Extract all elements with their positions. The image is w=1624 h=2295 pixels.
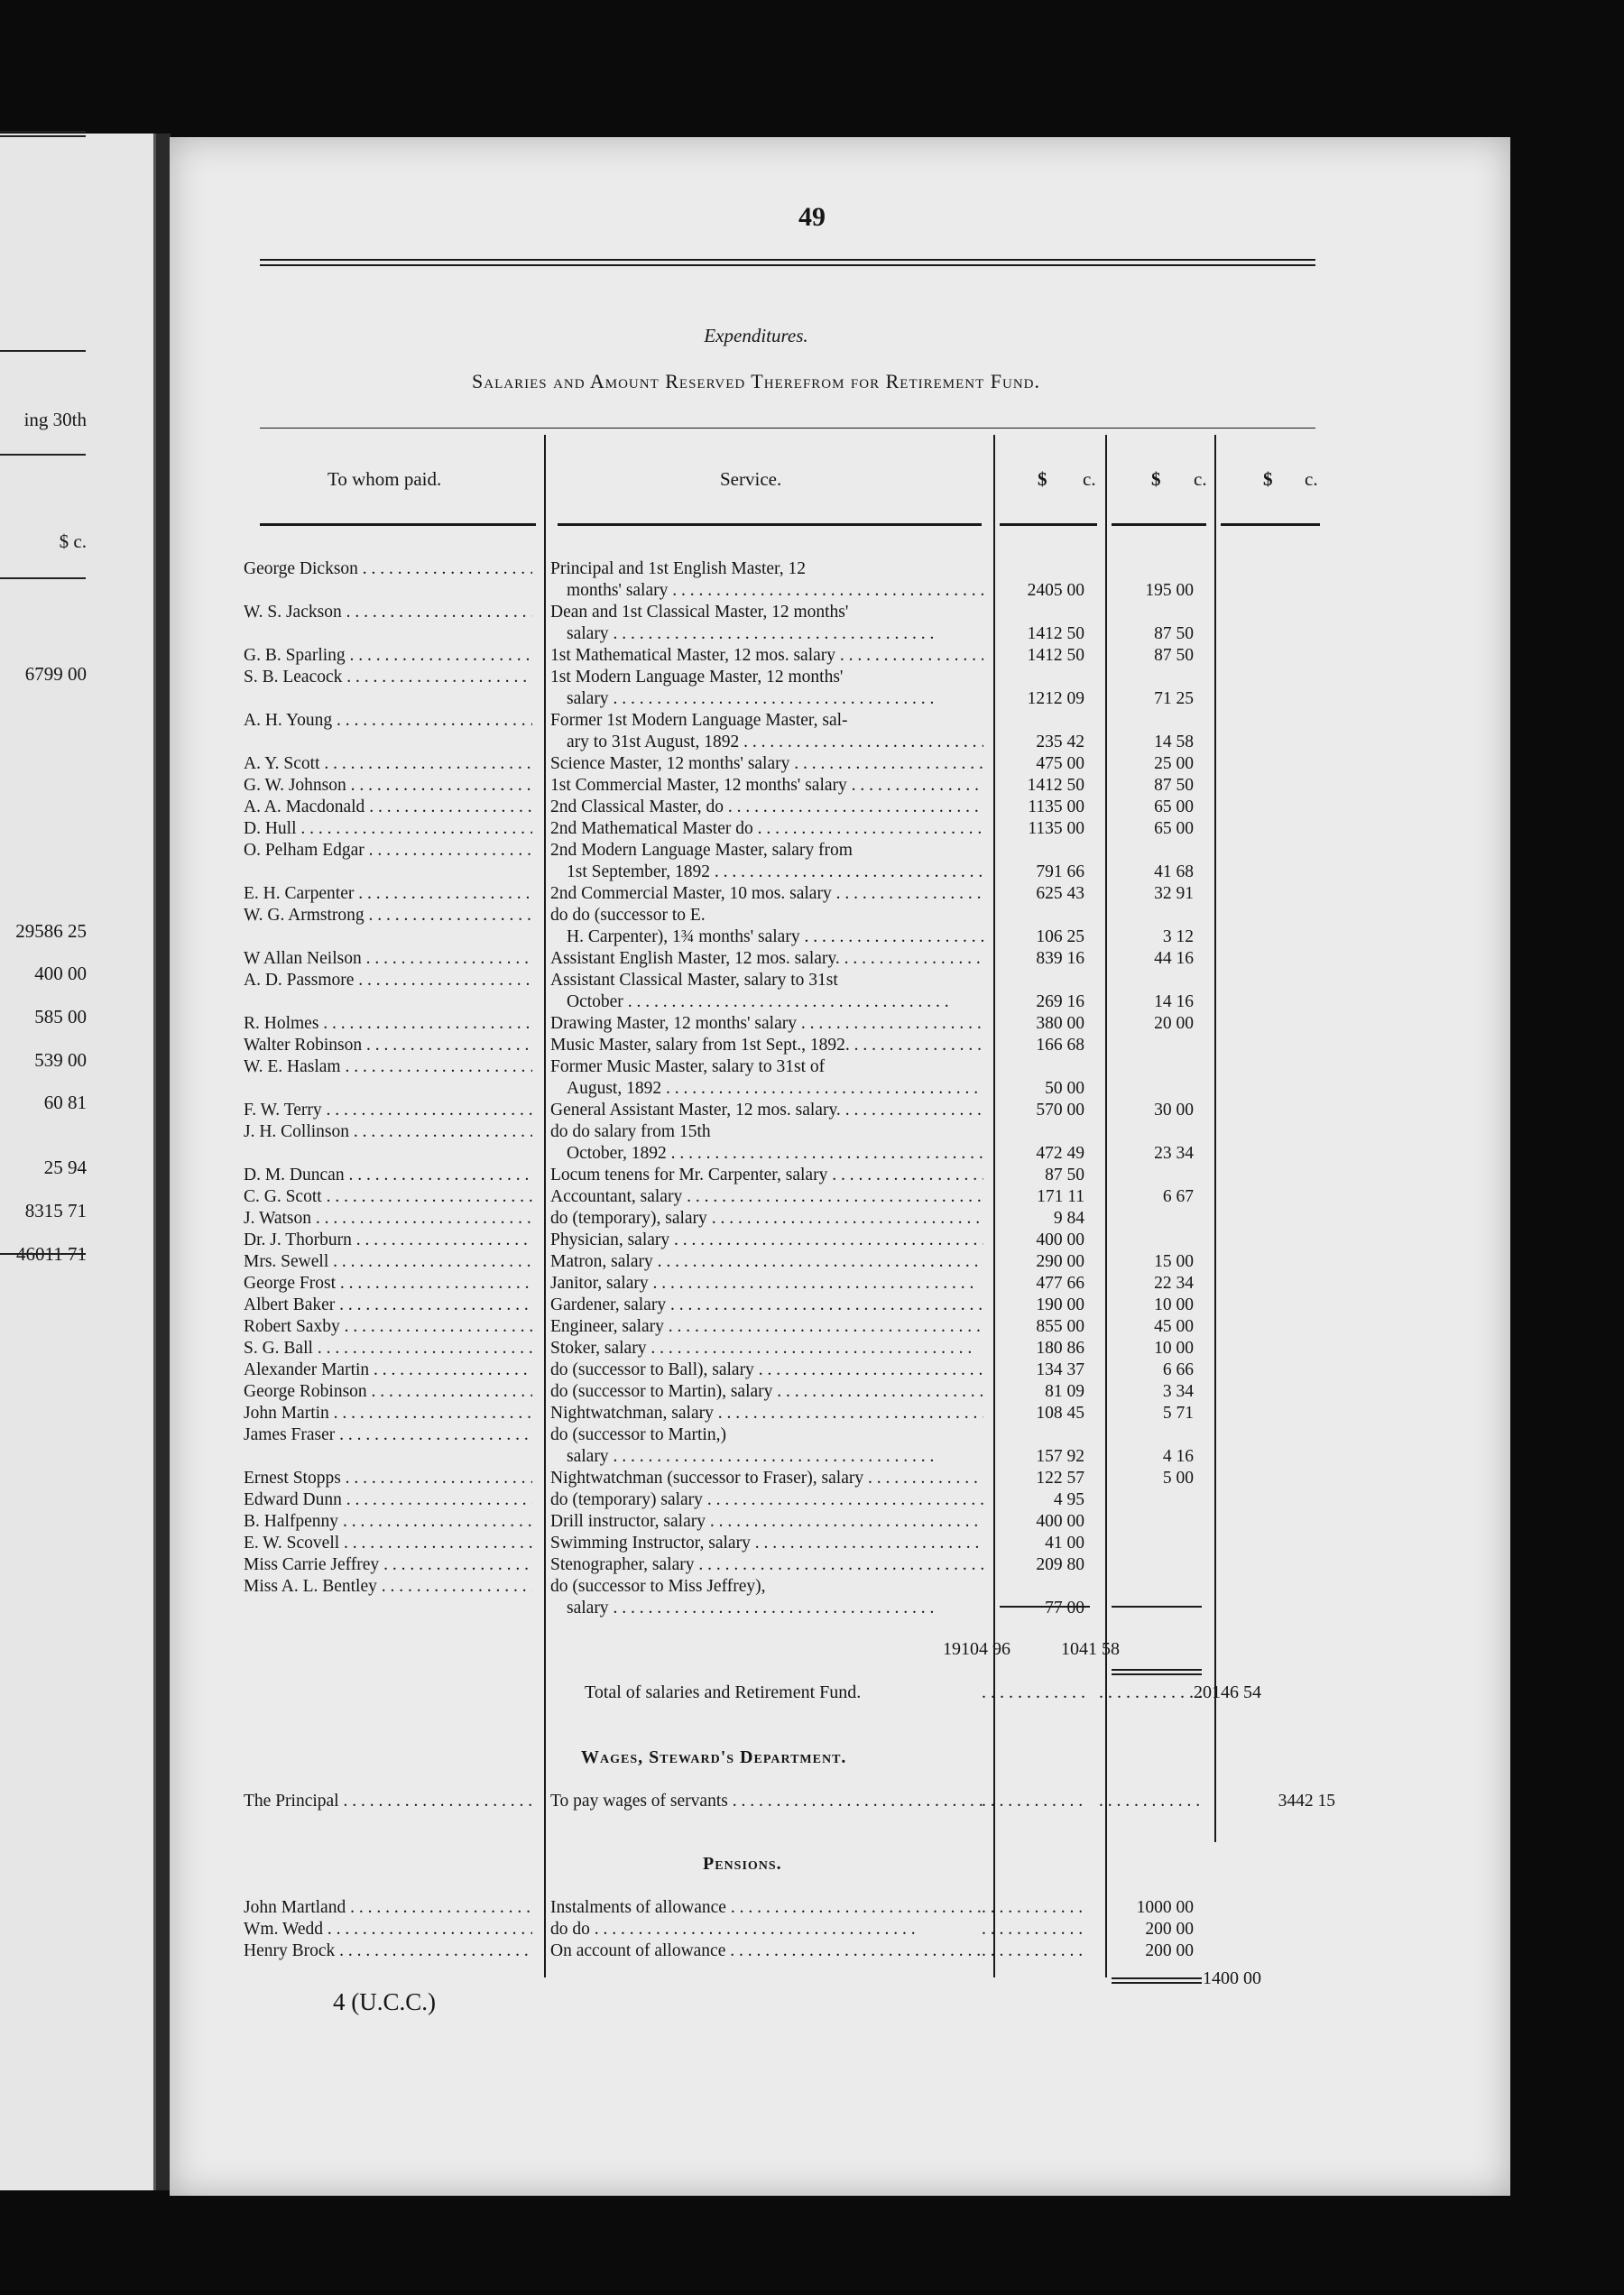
service-line: Physician, salary . . . [550, 1230, 983, 1251]
total-salaries-amount: 20146 54 [1194, 1682, 1261, 1702]
salary-amount: 839 16 [1036, 949, 1084, 968]
retirement-amount: 4 16 [1162, 1447, 1194, 1466]
salary-amount: 50 00 [1045, 1079, 1084, 1098]
salary-amount: 2405 00 [1027, 581, 1084, 600]
payee-name: S. B. Leacock . . . [244, 667, 532, 688]
left-page-fragment: 585 00 [34, 1006, 87, 1028]
service-description [550, 645, 983, 667]
salary-amount: 190 00 [1036, 1295, 1084, 1314]
service-line: Locum tenens for Mr. Carpenter, salary . . . [550, 1165, 983, 1186]
service-description [550, 818, 983, 840]
col-header-service: Service. [720, 468, 782, 490]
subtotal-double-rule [1112, 1669, 1202, 1675]
salary-amount: 209 80 [1036, 1555, 1084, 1574]
retirement-amount: 41 68 [1154, 862, 1194, 881]
service-description [550, 1100, 983, 1121]
payee-name: J. Watson . . . [244, 1208, 532, 1230]
payee-name: Robert Saxby . . . [244, 1316, 532, 1338]
header-underline-name [260, 523, 536, 526]
left-page-rule [0, 350, 86, 352]
retirement-amount: 3 12 [1162, 927, 1194, 946]
retirement-amount: 6 67 [1162, 1187, 1194, 1206]
salary-amount: 855 00 [1036, 1317, 1084, 1336]
pensioner-name: Wm. Wedd . . . [244, 1919, 532, 1940]
service-line: do do . . . [550, 1919, 983, 1940]
service-line: 1st Mathematical Master, 12 mos. salary . . . [550, 645, 983, 667]
service-description [550, 948, 983, 970]
payee-name: O. Pelham Edgar . . . [244, 840, 532, 862]
payee-name: S. G. Ball . . . [244, 1338, 532, 1359]
service-line: 2nd Modern Language Master, salary from [550, 841, 853, 860]
retirement-amount: 44 16 [1154, 949, 1194, 968]
service-line: salary . . . [550, 1446, 983, 1468]
service-description [550, 1791, 983, 1812]
divider-amount2-amount3 [1214, 435, 1216, 1842]
pension-amount: 200 00 [1145, 1941, 1194, 1960]
salary-amount: 1135 00 [1028, 797, 1084, 816]
salary-amount: 171 11 [1037, 1187, 1084, 1206]
retirement-amount: 20 00 [1154, 1014, 1194, 1033]
retirement-amount: 45 00 [1154, 1317, 1194, 1336]
salary-amount: 41 00 [1045, 1534, 1084, 1553]
service-line: Matron, salary . . . [550, 1251, 983, 1273]
service-description [550, 1230, 983, 1251]
col1-dollar-header: $ [1038, 468, 1047, 490]
payee-name: A. A. Macdonald . . . [244, 797, 532, 818]
divider-name-service [544, 435, 546, 1977]
left-page-fragment: $ c. [59, 530, 87, 552]
service-description [550, 1295, 983, 1316]
service-line: salary . . . [550, 623, 983, 645]
payee-name: B. Halfpenny . . . [244, 1511, 532, 1533]
service-line: To pay wages of servants . . . [550, 1791, 983, 1812]
pension-amount: 1000 00 [1136, 1898, 1194, 1917]
salary-amount: 1212 09 [1027, 689, 1084, 708]
service-line: salary . . . [550, 1598, 983, 1619]
service-description [550, 905, 983, 948]
signature-mark: 4 (U.C.C.) [333, 1988, 436, 2015]
ledger-page [170, 137, 1510, 2196]
pensions-total: 1400 00 [1203, 1968, 1261, 1988]
retirement-amount: 32 91 [1154, 884, 1194, 903]
service-description [550, 1121, 983, 1165]
payee-name: W Allan Neilson . . . [244, 948, 532, 970]
payee-name: John Martin . . . [244, 1403, 532, 1424]
total-line-label: Total of salaries and Retirement Fund. [585, 1682, 862, 1702]
leader-dots [982, 1897, 1088, 1919]
service-description [550, 1533, 983, 1554]
payee-name: The Principal . . . [244, 1791, 532, 1812]
adjacent-left-page [0, 134, 156, 2190]
retirement-amount: 23 34 [1154, 1144, 1194, 1163]
payee-name: E. H. Carpenter . . . [244, 883, 532, 905]
header-underline-c2 [1112, 523, 1206, 526]
service-description [550, 1940, 983, 1962]
salary-amount: 400 00 [1036, 1230, 1084, 1249]
salary-amount: 9 84 [1053, 1209, 1084, 1228]
service-line: Drawing Master, 12 months' salary . . . [550, 1013, 983, 1035]
service-description [550, 1338, 983, 1359]
col-header-name: To whom paid. [328, 468, 442, 490]
service-line: Nightwatchman, salary . . . [550, 1403, 983, 1424]
pension-amount: 200 00 [1145, 1920, 1194, 1939]
service-description [550, 1035, 983, 1056]
service-line: do (successor to Miss Jeffrey), [550, 1577, 766, 1596]
salary-amount: 180 86 [1036, 1339, 1084, 1358]
service-line: salary . . . [550, 688, 983, 710]
service-line: August, 1892 . . . [550, 1078, 983, 1100]
service-description [550, 1489, 983, 1511]
service-line: 1st Modern Language Master, 12 months' [550, 668, 844, 687]
salary-amount: 157 92 [1036, 1447, 1084, 1466]
service-description [550, 1897, 983, 1919]
leader-dots [1099, 1791, 1205, 1812]
service-line: Stenographer, salary . . . [550, 1554, 983, 1576]
page-number: 49 [798, 202, 826, 232]
top-rule-2 [260, 264, 1315, 266]
retirement-amount: 87 50 [1154, 646, 1194, 665]
service-description [550, 883, 983, 905]
service-description [550, 1511, 983, 1533]
salary-amount: 77 00 [1045, 1599, 1084, 1618]
payee-name: W. G. Armstrong . . . [244, 905, 532, 926]
left-page-rule [0, 131, 86, 133]
header-underline-service [558, 523, 982, 526]
service-line: do (successor to Martin,) [550, 1425, 726, 1444]
salary-amount: 570 00 [1036, 1101, 1084, 1120]
service-line: Assistant Classical Master, salary to 31st [550, 971, 838, 990]
service-line: Gardener, salary . . . [550, 1295, 983, 1316]
service-line: October . . . [550, 991, 983, 1013]
service-description [550, 1381, 983, 1403]
left-page-rule [0, 1253, 86, 1255]
service-line: Dean and 1st Classical Master, 12 months' [550, 603, 849, 622]
salary-amount: 290 00 [1036, 1252, 1084, 1271]
service-line: 2nd Mathematical Master do . . . [550, 818, 983, 840]
payee-name: F. W. Terry . . . [244, 1100, 532, 1121]
service-description [550, 602, 983, 645]
salary-amount: 1412 50 [1027, 624, 1084, 643]
service-description [550, 667, 983, 710]
retirement-amount: 6 66 [1162, 1360, 1194, 1379]
leader-dots [982, 1791, 1088, 1812]
payee-name: W. S. Jackson . . . [244, 602, 532, 623]
service-line: Drill instructor, salary . . . [550, 1511, 983, 1533]
service-description [550, 1424, 983, 1468]
service-line: Accountant, salary . . . [550, 1186, 983, 1208]
service-line: 1st September, 1892 . . . [550, 862, 983, 883]
service-line: Nightwatchman (successor to Fraser), salary . . . [550, 1468, 983, 1489]
retirement-amount: 5 71 [1162, 1404, 1194, 1423]
retirement-amount: 22 34 [1154, 1274, 1194, 1293]
retirement-amount: 14 58 [1154, 733, 1194, 751]
service-description [550, 753, 983, 775]
service-line: Instalments of allowance . . . [550, 1897, 983, 1919]
service-line: Music Master, salary from 1st Sept., 1892. . . . [550, 1035, 983, 1056]
service-line: Science Master, 12 months' salary . . . [550, 753, 983, 775]
salary-amount: 81 09 [1045, 1382, 1084, 1401]
left-page-rule [0, 135, 86, 137]
service-line: Principal and 1st English Master, 12 [550, 559, 807, 578]
left-page-rule [0, 577, 86, 579]
service-line: General Assistant Master, 12 mos. salary. . . . [550, 1100, 983, 1121]
service-description [550, 797, 983, 818]
left-page-fragment: 539 00 [34, 1049, 87, 1071]
retirement-amount: 71 25 [1154, 689, 1194, 708]
salary-amount: 472 49 [1036, 1144, 1084, 1163]
salary-amount: 166 68 [1036, 1036, 1084, 1055]
subtotal-rule-2 [1112, 1606, 1202, 1608]
left-page-rule [0, 454, 86, 456]
service-line: 2nd Classical Master, do . . . [550, 797, 983, 818]
payee-name: George Robinson . . . [244, 1381, 532, 1403]
service-line: Assistant English Master, 12 mos. salary. . . . [550, 948, 983, 970]
retirement-amount: 5 00 [1162, 1469, 1194, 1488]
retirement-amount: 10 00 [1154, 1339, 1194, 1358]
payee-name: Miss Carrie Jeffrey . . . [244, 1554, 532, 1576]
service-line: H. Carpenter), 1¾ months' salary . . . [550, 926, 983, 948]
service-line: do (successor to Martin), salary . . . [550, 1381, 983, 1403]
service-description [550, 1273, 983, 1295]
payee-name: Edward Dunn . . . [244, 1489, 532, 1511]
service-description [550, 710, 983, 753]
salary-amount: 475 00 [1036, 754, 1084, 773]
payee-name: A. H. Young . . . [244, 710, 532, 732]
payee-name: Ernest Stopps . . . [244, 1468, 532, 1489]
salary-amount: 477 66 [1036, 1274, 1084, 1293]
payee-name: Dr. J. Thorburn . . . [244, 1230, 532, 1251]
payee-name: C. G. Scott . . . [244, 1186, 532, 1208]
col2-dollar-header: $ [1151, 468, 1161, 490]
service-line: Janitor, salary . . . [550, 1273, 983, 1295]
service-line: 2nd Commercial Master, 10 mos. salary . . . [550, 883, 983, 905]
subtotal-salaries: 19104 96 [943, 1639, 1010, 1659]
payee-name: A. Y. Scott . . . [244, 753, 532, 775]
payee-name: Miss A. L. Bentley . . . [244, 1576, 532, 1598]
payee-name: D. Hull . . . [244, 818, 532, 840]
col1-cent-header: c. [1083, 468, 1096, 490]
service-description [550, 1056, 983, 1100]
salary-amount: 1412 50 [1027, 646, 1084, 665]
service-description [550, 970, 983, 1013]
left-page-fragment: 46011 71 [16, 1243, 87, 1265]
service-line: Stoker, salary . . . [550, 1338, 983, 1359]
payee-name: Albert Baker . . . [244, 1295, 532, 1316]
book-spine [156, 134, 171, 2190]
salary-amount: 87 50 [1045, 1166, 1084, 1184]
service-description [550, 1208, 983, 1230]
service-description [550, 1186, 983, 1208]
payee-name: G. B. Sparling . . . [244, 645, 532, 667]
salary-amount: 400 00 [1036, 1512, 1084, 1531]
salary-amount: 380 00 [1036, 1014, 1084, 1033]
service-line: Former 1st Modern Language Master, sal- [550, 711, 848, 730]
salary-amount: 108 45 [1036, 1404, 1084, 1423]
payee-name: E. W. Scovell . . . [244, 1533, 532, 1554]
payee-name: Walter Robinson . . . [244, 1035, 532, 1056]
wages-amount: 3442 15 [1278, 1792, 1335, 1811]
payee-name: R. Holmes . . . [244, 1013, 532, 1035]
left-page-fragment: 25 94 [43, 1157, 87, 1178]
pensions-section-title: Pensions. [703, 1854, 782, 1874]
service-description [550, 840, 983, 883]
left-page-fragment: 8315 71 [24, 1200, 87, 1221]
retirement-amount: 3 34 [1162, 1382, 1194, 1401]
service-line: do do (successor to E. [550, 906, 706, 925]
header-underline-c1 [1000, 523, 1097, 526]
service-description [550, 1251, 983, 1273]
service-line: On account of allowance . . . [550, 1940, 983, 1962]
service-line: Engineer, salary . . . [550, 1316, 983, 1338]
service-description [550, 1576, 983, 1619]
service-line: months' salary . . . [550, 580, 983, 602]
service-description [550, 775, 983, 797]
payee-name: Mrs. Sewell . . . [244, 1251, 532, 1273]
service-description [550, 558, 983, 602]
left-page-fragment: 29586 25 [15, 920, 87, 942]
col3-cent-header: c. [1305, 468, 1318, 490]
service-description [550, 1013, 983, 1035]
payee-name: G. W. Johnson . . . [244, 775, 532, 797]
leader-dots [982, 1940, 1088, 1962]
payee-name: George Dickson . . . [244, 558, 532, 580]
wages-section-title: Wages, Steward's Department. [581, 1747, 847, 1767]
salary-amount: 1135 00 [1028, 819, 1084, 838]
salary-amount: 122 57 [1036, 1469, 1084, 1488]
table-title: Salaries and Amount Reserved Therefrom for Retirement Fund. [472, 370, 1040, 392]
left-page-fragment: 6799 00 [24, 663, 87, 685]
salary-amount: 134 37 [1036, 1360, 1084, 1379]
service-line: Former Music Master, salary to 31st of [550, 1057, 826, 1076]
retirement-amount: 65 00 [1154, 797, 1194, 816]
left-page-fragment: ing 30th [23, 409, 87, 430]
service-description [550, 1403, 983, 1424]
retirement-amount: 65 00 [1154, 819, 1194, 838]
payee-name: W. E. Haslam . . . [244, 1056, 532, 1078]
retirement-amount: 87 50 [1154, 776, 1194, 795]
service-line: ary to 31st August, 1892 . . . [550, 732, 983, 753]
service-description [550, 1165, 983, 1186]
salary-amount: 4 95 [1053, 1490, 1084, 1509]
payee-name: A. D. Passmore . . . [244, 970, 532, 991]
service-description [550, 1919, 983, 1940]
service-description [550, 1359, 983, 1381]
subtotal-retirement: 1041 58 [1061, 1639, 1120, 1659]
service-line: Swimming Instructor, salary . . . [550, 1533, 983, 1554]
salary-amount: 1412 50 [1027, 776, 1084, 795]
retirement-amount: 10 00 [1154, 1295, 1194, 1314]
subtotal-rule-1 [1000, 1606, 1090, 1608]
col2-cent-header: c. [1194, 468, 1207, 490]
service-line: 1st Commercial Master, 12 months' salary . . . [550, 775, 983, 797]
title-rule [260, 428, 1315, 429]
retirement-amount: 25 00 [1154, 754, 1194, 773]
retirement-amount: 14 16 [1154, 992, 1194, 1011]
service-description [550, 1316, 983, 1338]
service-line: do (temporary) salary . . . [550, 1489, 983, 1511]
service-line: do (successor to Ball), salary . . . [550, 1359, 983, 1381]
service-description [550, 1554, 983, 1576]
pensioner-name: John Martland . . . [244, 1897, 532, 1919]
left-page-fragment: 60 81 [43, 1092, 87, 1113]
retirement-amount: 15 00 [1154, 1252, 1194, 1271]
retirement-amount: 87 50 [1154, 624, 1194, 643]
salary-amount: 791 66 [1036, 862, 1084, 881]
retirement-amount: 30 00 [1154, 1101, 1194, 1120]
service-line: do do salary from 15th [550, 1122, 711, 1141]
salary-amount: 106 25 [1036, 927, 1084, 946]
service-line: do (temporary), salary . . . [550, 1208, 983, 1230]
col3-dollar-header: $ [1263, 468, 1273, 490]
leader-dots [982, 1919, 1088, 1940]
payee-name: D. M. Duncan . . . [244, 1165, 532, 1186]
retirement-amount: 195 00 [1145, 581, 1194, 600]
salary-amount: 625 43 [1036, 884, 1084, 903]
salary-amount: 269 16 [1036, 992, 1084, 1011]
payee-name: George Frost . . . [244, 1273, 532, 1295]
payee-name: J. H. Collinson . . . [244, 1121, 532, 1143]
top-rule [260, 259, 1315, 261]
pensioner-name: Henry Brock . . . [244, 1940, 532, 1962]
left-page-fragment: 400 00 [34, 963, 87, 984]
payee-name: James Fraser . . . [244, 1424, 532, 1446]
payee-name: Alexander Martin . . . [244, 1359, 532, 1381]
section-heading: Expenditures. [704, 325, 808, 346]
salary-amount: 235 42 [1036, 733, 1084, 751]
service-line: October, 1892 . . . [550, 1143, 983, 1165]
header-underline-c3 [1221, 523, 1320, 526]
service-description [550, 1468, 983, 1489]
total-leader-1 [982, 1682, 1090, 1703]
